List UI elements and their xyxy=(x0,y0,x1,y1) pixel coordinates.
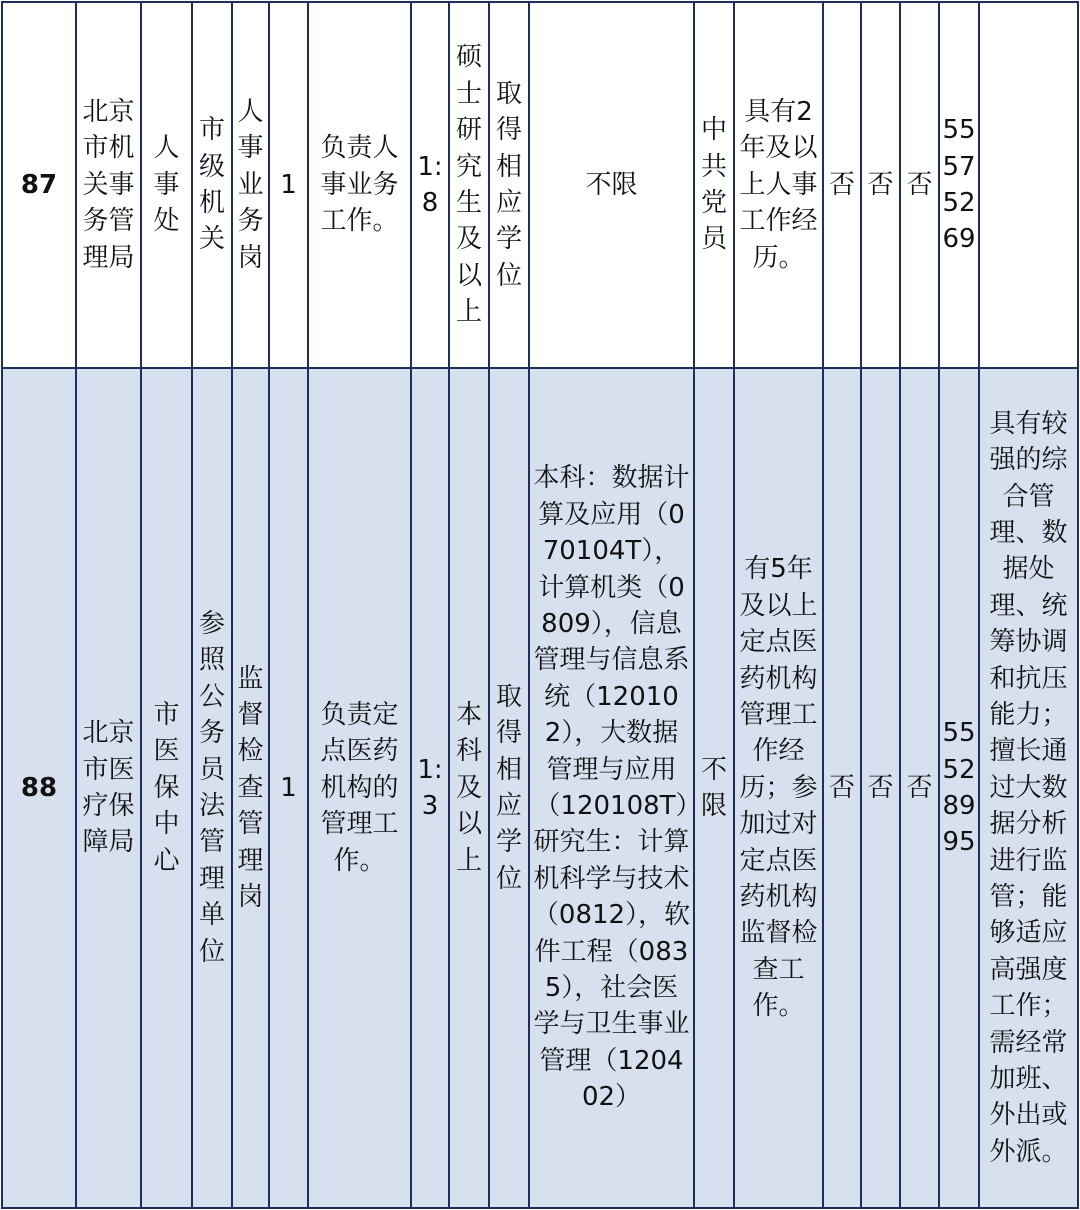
org-type-cell: 参照公务员法管理单位 xyxy=(192,368,232,1208)
ratio-cell: 1:8 xyxy=(411,2,449,368)
education-cell: 本科及以上 xyxy=(449,368,489,1208)
description-cell: 负责定点医药机构的管理工作。 xyxy=(308,368,411,1208)
position-cell: 监督检查管理岗 xyxy=(232,368,269,1208)
row-index: 87 xyxy=(2,2,76,368)
flag3-cell: 否 xyxy=(900,2,939,368)
unit-cell: 北京市机关事务管理局 xyxy=(76,2,141,368)
flag1-cell: 否 xyxy=(823,2,861,368)
org-type-cell: 市级机关 xyxy=(192,2,232,368)
major-cell: 本科：数据计算及应用（070104T），计算机类（0809），信息管理与信息系统（120102），大数据管理与应用（120108T）研究生：计算机科学与技术（0812），软件工程（0835），社会医学与卫生事业管理（120402） xyxy=(529,368,694,1208)
degree-cell: 取得相应学位 xyxy=(489,2,529,368)
education-cell: 硕士研究生及以上 xyxy=(449,2,489,368)
experience-cell: 具有2年及以上人事工作经历。 xyxy=(734,2,823,368)
count-cell: 1 xyxy=(269,368,308,1208)
department-cell: 市医保中心 xyxy=(141,368,192,1208)
count-cell: 1 xyxy=(269,2,308,368)
table-row xyxy=(2,2,1078,368)
department-cell: 人事处 xyxy=(141,2,192,368)
position-cell: 人事业务岗 xyxy=(232,2,269,368)
phone-cell: 55528995 xyxy=(939,368,979,1208)
description-cell: 负责人事业务工作。 xyxy=(308,2,411,368)
politics-cell: 中共党员 xyxy=(694,2,734,368)
ratio-cell: 1:3 xyxy=(411,368,449,1208)
flag3-cell: 否 xyxy=(900,368,939,1208)
flag2-cell: 否 xyxy=(861,368,900,1208)
politics-cell: 不限 xyxy=(694,368,734,1208)
phone-cell: 55575269 xyxy=(939,2,979,368)
remarks-cell: 具有较强的综合管理、数据处理、统筹协调和抗压能力；擅长通过大数据分析进行监管；能够适应高强度工作；需经常加班、外出或外派。 xyxy=(979,368,1078,1208)
experience-cell: 有5年及以上定点医药机构管理工作经历；参加过对定点医药机构监督检查工作。 xyxy=(734,368,823,1208)
unit-cell: 北京市医疗保障局 xyxy=(76,368,141,1208)
remarks-cell xyxy=(979,2,1078,368)
row-index: 88 xyxy=(2,368,76,1208)
flag2-cell: 否 xyxy=(861,2,900,368)
flag1-cell: 否 xyxy=(823,368,861,1208)
job-table xyxy=(1,1,1079,1209)
table-row xyxy=(2,368,1078,1208)
major-cell: 不限 xyxy=(529,2,694,368)
degree-cell: 取得相应学位 xyxy=(489,368,529,1208)
